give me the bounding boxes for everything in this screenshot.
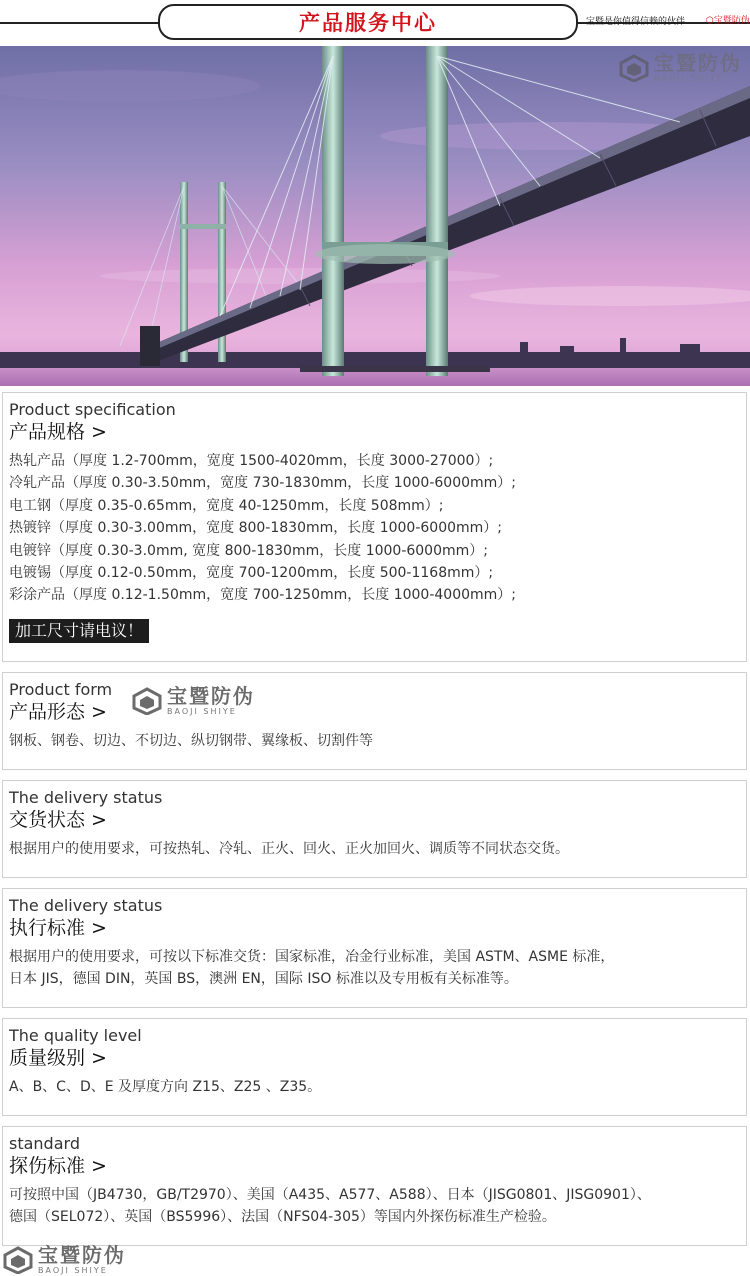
spec-line: 热镀锌（厚度 0.30-3.00mm，宽度 800-1830mm，长度 1000-6000mm）; (9, 520, 503, 537)
spec-line: 电工钢（厚度 0.35-0.65mm，宽度 40-1250mm，长度 508mm）; (9, 497, 444, 514)
footer-logo-name: 宝暨防伪 (38, 1243, 126, 1267)
header-slogan: 宝暨是你值得信赖的伙伴 (586, 17, 686, 27)
header-title-tab (158, 4, 578, 40)
spec-title-cn: 产品规格 > (9, 421, 107, 443)
header-title: 产品服务中心 (299, 11, 437, 35)
spec-line: 电镀锌（厚度 0.30-3.0mm, 宽度 800-1830mm，长度 1000-6000mm）; (9, 542, 488, 559)
form-body: 钢板、钢卷、切边、不切边、纵切钢带、翼缘板、切割件等 (9, 733, 373, 749)
delivery-body: 根据用户的使用要求，可按热轧、冷轧、正火、回火、正火加回火、调质等不同状态交货。 (9, 841, 569, 857)
section-product-form (2, 672, 747, 770)
spec-title-en: Product specification (9, 400, 176, 419)
quality-body: A、B、C、D、E 及厚度方向 Z15、Z25 、Z35。 (9, 1079, 322, 1095)
section-execution-standard (2, 888, 747, 1008)
header-brand (706, 13, 750, 26)
hexagon-logo-icon (131, 687, 163, 715)
footer-watermark-logo (2, 1244, 126, 1275)
section-quality-level (2, 1018, 747, 1116)
delivery-title-cn: 交货状态 > (9, 809, 107, 831)
flaw-title-en: standard (9, 1134, 80, 1153)
spec-line: 彩涂产品（厚度 0.12-1.50mm，宽度 700-1250mm，长度 1000-4000mm）; (9, 587, 517, 604)
spec-line: 热轧产品（厚度 1.2-700mm，宽度 1500-4020mm，长度 3000-27000）; (9, 453, 494, 469)
section-flaw-standard (2, 1126, 747, 1246)
quality-title-en: The quality level (9, 1026, 142, 1045)
delivery-title-en: The delivery status (9, 788, 163, 807)
inline-logo (131, 685, 255, 716)
form-title-en: Product form (9, 680, 113, 699)
hero-logo-name: 宝暨防伪 (654, 51, 742, 75)
section-delivery-status (2, 780, 747, 878)
page-header (0, 0, 750, 46)
spec-line: 冷轧产品（厚度 0.30-3.50mm，宽度 730-1830mm，长度 1000-6000mm）; (9, 475, 517, 492)
hero-watermark-logo (618, 52, 742, 83)
form-title-cn: 产品形态 > (9, 701, 107, 723)
spec-line: 电镀锡（厚度 0.12-0.50mm，宽度 700-1200mm，长度 500-1168mm）; (9, 565, 494, 582)
inline-logo-sub: BAOJI SHIYE (167, 707, 237, 716)
flaw-body (9, 1184, 740, 1229)
processing-notice: 加工尺寸请电议！ (9, 619, 149, 643)
standard-line: 根据用户的使用要求，可按以下标准交货：国家标准，冶金行业标准，美国 ASTM、ASME 标准， (9, 949, 615, 965)
flaw-title-cn: 探伤标准 > (9, 1155, 107, 1177)
standard-title-cn: 执行标准 > (9, 917, 107, 939)
hexagon-logo-icon (2, 1246, 34, 1274)
quality-title-cn: 质量级别 > (9, 1047, 107, 1069)
inline-logo-name: 宝暨防伪 (167, 684, 255, 708)
standard-body (9, 946, 740, 991)
hero-logo-sub: BAOJI SHIYE (654, 74, 724, 83)
flaw-line: 德国（SEL072）、英国（BS5996）、法国（NFS04-305）等国内外探伤标准生产检验。 (9, 1209, 556, 1226)
section-product-spec (2, 392, 747, 662)
standard-title-en: The delivery status (9, 896, 163, 915)
flaw-line: 可按照中国（JB4730，GB/T2970）、美国（A435、A577、A588）、日本（JISG0801、JISG0901）、 (9, 1187, 651, 1203)
spec-list (9, 450, 740, 607)
brand-mini-icon: ⬡ (706, 16, 714, 26)
header-brand-text: 宝暨防伪 (713, 16, 750, 26)
hexagon-logo-icon (618, 54, 650, 82)
standard-line: 日本 JIS，德国 DIN，英国 BS，澳洲 EN，国际 ISO 标准以及专用板有关标准等。 (9, 971, 518, 988)
footer-logo-sub: BAOJI SHIYE (38, 1266, 108, 1275)
bridge-illustration (0, 46, 750, 386)
hero-bridge-image (0, 46, 750, 386)
